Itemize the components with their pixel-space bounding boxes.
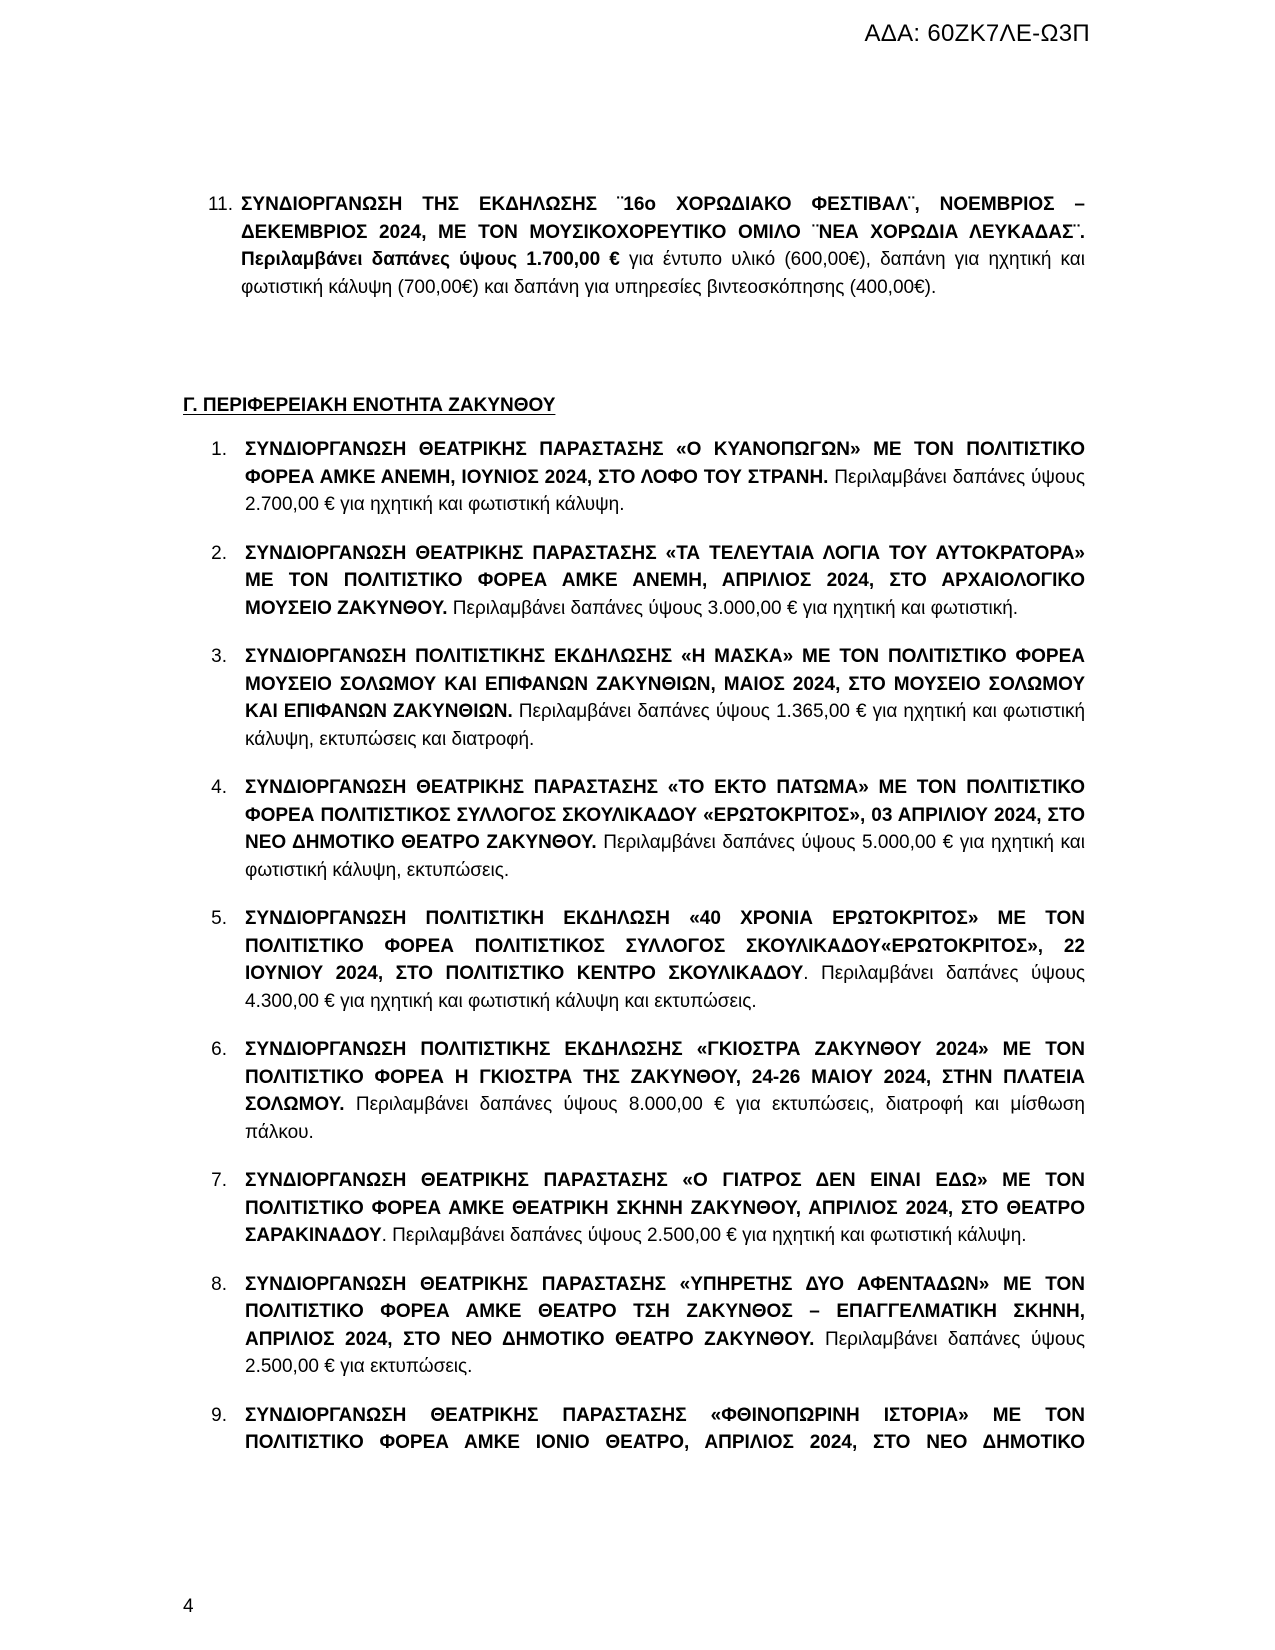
list-item bbox=[195, 643, 1085, 753]
item-description: Περιλαμβάνει δαπάνες ύψους 2.500,00 € για εκτυπώσεις. bbox=[245, 1328, 1085, 1377]
list-item bbox=[195, 436, 1085, 519]
item-description: Περιλαμβάνει δαπάνες ύψους 3.000,00 € για ηχητική και φωτιστική. bbox=[447, 597, 1019, 619]
list-item-prev-11 bbox=[195, 191, 1085, 301]
item-text bbox=[245, 1167, 1085, 1250]
item-title: ΣΥΝΔΙΟΡΓΑΝΩΣΗ ΠΟΛΙΤΙΣΤΙΚΗ ΕΚΔΗΛΩΣΗ «40 ΧΡΟΝΙΑ ΕΡΩΤΟΚΡΙΤΟΣ» ΜΕ ΤΟΝ ΠΟΛΙΤΙΣΤΙΚΟ ΦΟΡΕΑ ΠΟΛΙΤΙΣΤΙΚΟΣ ΣΥΛΛΟΓΟΣ ΣΚΟΥΛΙΚΑΔΟΥ«ΕΡΩΤΟΚΡΙΤΟΣ», 22 ΙΟΥΝΙΟΥ 2024, ΣΤΟ ΠΟΛΙΤΙΣΤΙΚΟ ΚΕΝΤΡΟ ΣΚΟΥΛΙΚΑΔΟΥ bbox=[245, 908, 1085, 984]
item-text bbox=[245, 1036, 1085, 1146]
item-title: ΣΥΝΔΙΟΡΓΑΝΩΣΗ ΘΕΑΤΡΙΚΗΣ ΠΑΡΑΣΤΑΣΗΣ «Ο ΓΙΑΤΡΟΣ ΔΕΝ ΕΙΝΑΙ ΕΔΩ» ΜΕ ΤΟΝ ΠΟΛΙΤΙΣΤΙΚΟ ΦΟΡΕΑ ΑΜΚΕ ΘΕΑΤΡΙΚΗ ΣΚΗΝΗ ΖΑΚΥΝΘΟΥ, ΑΠΡΙΛΙΟΣ 2024, ΣΤΟ ΘΕΑΤΡΟ ΣΑΡΑΚΙΝΑΔΟΥ bbox=[245, 1170, 1085, 1246]
section-title: Γ. ΠΕΡΙΦΕΡΕΙΑΚΗ ΕΝΟΤΗΤΑ ΖΑΚΥΝΘΟΥ bbox=[183, 395, 556, 416]
item-number: 3. bbox=[211, 646, 227, 667]
item-description: Περιλαμβάνει δαπάνες ύψους 1.365,00 € για ηχητική και φωτιστική κάλυψη, εκτυπώσεις και διατροφή. bbox=[245, 701, 1086, 750]
item-text bbox=[245, 436, 1085, 519]
item-number: 1. bbox=[211, 439, 227, 460]
item-description: Περιλαμβάνει δαπάνες ύψους 2.700,00 € για ηχητική και φωτιστική κάλυψη. bbox=[245, 466, 1085, 515]
item-number: 4. bbox=[211, 777, 227, 798]
item-title: ΣΥΝΔΙΟΡΓΑΝΩΣΗ ΘΕΑΤΡΙΚΗΣ ΠΑΡΑΣΤΑΣΗΣ «ΤΟ ΕΚΤΟ ΠΑΤΩΜΑ» ΜΕ ΤΟΝ ΠΟΛΙΤΙΣΤΙΚΟ ΦΟΡΕΑ ΠΟΛΙΤΙΣΤΙΚΟΣ ΣΥΛΛΟΓΟΣ ΣΚΟΥΛΙΚΑΔΟΥ «ΕΡΩΤΟΚΡΙΤΟΣ», 03 ΑΠΡΙΛΙΟΥ 2024, ΣΤΟ ΝΕΟ ΔΗΜΟΤΙΚΟ ΘΕΑΤΡΟ ΖΑΚΥΝΘΟΥ. bbox=[245, 777, 1085, 853]
item-description: . Περιλαμβάνει δαπάνες ύψους 4.300,00 € για ηχητική και φωτιστική κάλυψη και εκτυπώσεις. bbox=[245, 963, 1085, 1012]
item-description: για έντυπο υλικό (600,00€), δαπάνη για ηχητική και φωτιστική κάλυψη (700,00€) και δαπάνη για υπηρεσίες βιντεοσκόπησης (400,00€). bbox=[241, 249, 1085, 298]
item-title: ΣΥΝΔΙΟΡΓΑΝΩΣΗ ΘΕΑΤΡΙΚΗΣ ΠΑΡΑΣΤΑΣΗΣ «Ο ΚΥΑΝΟΠΩΓΩΝ» ΜΕ ΤΟΝ ΠΟΛΙΤΙΣΤΙΚΟ ΦΟΡΕΑ ΑΜΚΕ ΑΝΕΜΗ, ΙΟΥΝΙΟΣ 2024, ΣΤΟ ΛΟΦΟ ΤΟΥ ΣΤΡΑΝΗ. bbox=[245, 439, 1085, 488]
item-number: 2. bbox=[211, 542, 227, 564]
item-title: ΣΥΝΔΙΟΡΓΑΝΩΣΗ ΤΗΣ ΕΚΔΗΛΩΣΗΣ ¨16ο ΧΟΡΩΔΙΑΚΟ ΦΕΣΤΙΒΑΛ¨, ΝΟΕΜΒΡΙΟΣ – ΔΕΚΕΜΒΡΙΟΣ 2024, ΜΕ ΤΟΝ ΜΟΥΣΙΚΟΧΟΡΕΥΤΙΚΟ ΟΜΙΛΟ ¨ΝΕΑ ΧΟΡΩΔΙΑ ΛΕΥΚΑΔΑΣ¨. Περιλαμβάνει δαπάνες ύψους 1.700,00 € bbox=[241, 194, 1085, 270]
item-number: 6. bbox=[211, 1039, 227, 1060]
event-list bbox=[195, 436, 1085, 1478]
list-item bbox=[195, 1271, 1085, 1381]
list-item bbox=[195, 1167, 1085, 1250]
list-item bbox=[195, 774, 1085, 884]
item-number: 11. bbox=[207, 194, 233, 215]
item-number: 5. bbox=[211, 908, 227, 929]
item-title: ΣΥΝΔΙΟΡΓΑΝΩΣΗ ΘΕΑΤΡΙΚΗΣ ΠΑΡΑΣΤΑΣΗΣ «ΦΘΙΝΟΠΩΡΙΝΗ ΙΣΤΟΡΙΑ» ΜΕ ΤΟΝ ΠΟΛΙΤΙΣΤΙΚΟ ΦΟΡΕΑ ΑΜΚΕ ΙΟΝΙΟ ΘΕΑΤΡΟ, ΑΠΡΙΛΙΟΣ 2024, ΣΤΟ ΝΕΟ ΔΗΜΟΤΙΚΟ bbox=[245, 1404, 1085, 1453]
item-text bbox=[245, 1271, 1085, 1381]
item-number: 7. bbox=[211, 1170, 227, 1191]
item-text bbox=[233, 191, 1085, 301]
list-item bbox=[195, 1036, 1085, 1146]
list-item bbox=[195, 905, 1085, 1015]
item-title: ΣΥΝΔΙΟΡΓΑΝΩΣΗ ΠΟΛΙΤΙΣΤΙΚΗΣ ΕΚΔΗΛΩΣΗΣ «ΓΚΙΟΣΤΡΑ ΖΑΚΥΝΘΟΥ 2024» ΜΕ ΤΟΝ ΠΟΛΙΤΙΣΤΙΚΟ ΦΟΡΕΑ Η ΓΚΙΟΣΤΡΑ ΤΗΣ ΖΑΚΥΝΘΟΥ, 24-26 ΜΑΙΟΥ 2024, ΣΤΗΝ ΠΛΑΤΕΙΑ ΣΟΛΩΜΟΥ. bbox=[245, 1039, 1085, 1115]
item-text bbox=[245, 643, 1085, 753]
item-number: 9. bbox=[211, 1404, 227, 1426]
item-text bbox=[245, 905, 1085, 1015]
list-item bbox=[195, 540, 1085, 623]
ada-code: ΑΔΑ: 60ΖΚ7ΛΕ-Ω3Π bbox=[864, 20, 1090, 47]
page-number: 4 bbox=[183, 1596, 194, 1617]
item-title: ΣΥΝΔΙΟΡΓΑΝΩΣΗ ΠΟΛΙΤΙΣΤΙΚΗΣ ΕΚΔΗΛΩΣΗΣ «Η ΜΑΣΚΑ» ΜΕ ΤΟΝ ΠΟΛΙΤΙΣΤΙΚΟ ΦΟΡΕΑ ΜΟΥΣΕΙΟ ΣΟΛΩΜΟΥ ΚΑΙ ΕΠΙΦΑΝΩΝ ΖΑΚΥΝΘΙΩΝ, ΜΑΙΟΣ 2024, ΣΤΟ ΜΟΥΣΕΙΟ ΣΟΛΩΜΟΥ ΚΑΙ ΕΠΙΦΑΝΩΝ ΖΑΚΥΝΘΙΩΝ. bbox=[245, 646, 1085, 722]
item-number: 8. bbox=[211, 1273, 227, 1295]
item-title: ΣΥΝΔΙΟΡΓΑΝΩΣΗ ΘΕΑΤΡΙΚΗΣ ΠΑΡΑΣΤΑΣΗΣ «ΥΠΗΡΕΤΗΣ ΔΥΟ ΑΦΕΝΤΑΔΩΝ» ΜΕ ΤΟΝ ΠΟΛΙΤΙΣΤΙΚΟ ΦΟΡΕΑ ΑΜΚΕ ΘΕΑΤΡΟ ΤΣΗ ΖΑΚΥΝΘΟΣ – ΕΠΑΓΓΕΛΜΑΤΙΚΗ ΣΚΗΝΗ, ΑΠΡΙΛΙΟΣ 2024, ΣΤΟ ΝΕΟ ΔΗΜΟΤΙΚΟ ΘΕΑΤΡΟ ΖΑΚΥΝΘΟΥ. bbox=[245, 1273, 1085, 1350]
list-item bbox=[195, 1402, 1085, 1457]
item-description: Περιλαμβάνει δαπάνες ύψους 8.000,00 € για εκτυπώσεις, διατροφή και μίσθωση πάλκου. bbox=[245, 1094, 1085, 1143]
item-title: ΣΥΝΔΙΟΡΓΑΝΩΣΗ ΘΕΑΤΡΙΚΗΣ ΠΑΡΑΣΤΑΣΗΣ «ΤΑ ΤΕΛΕΥΤΑΙΑ ΛΟΓΙΑ ΤΟΥ ΑΥΤΟΚΡΑΤΟΡΑ» ΜΕ ΤΟΝ ΠΟΛΙΤΙΣΤΙΚΟ ΦΟΡΕΑ ΑΜΚΕ ΑΝΕΜΗ, ΑΠΡΙΛΙΟΣ 2024, ΣΤΟ ΑΡΧΑΙΟΛΟΓΙΚΟ ΜΟΥΣΕΙΟ ΖΑΚΥΝΘΟΥ. bbox=[245, 542, 1085, 619]
item-description: . Περιλαμβάνει δαπάνες ύψους 2.500,00 € για ηχητική και φωτιστική κάλυψη. bbox=[381, 1225, 1027, 1246]
item-text bbox=[245, 774, 1085, 884]
item-description: Περιλαμβάνει δαπάνες ύψους 5.000,00 € για ηχητική και φωτιστική κάλυψη, εκτυπώσεις. bbox=[245, 832, 1085, 881]
item-text bbox=[245, 1402, 1085, 1457]
item-text bbox=[245, 540, 1085, 623]
